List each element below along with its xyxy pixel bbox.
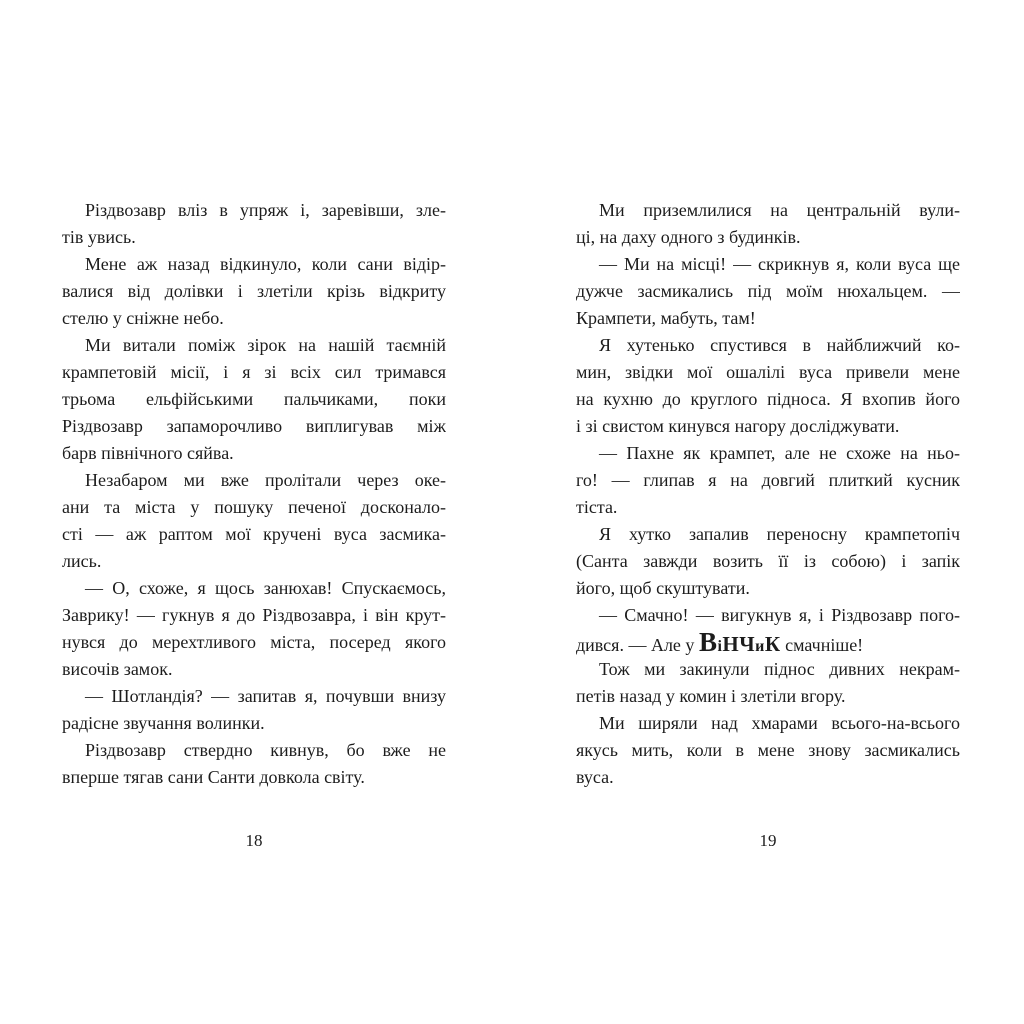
text-line: тіста. bbox=[576, 497, 618, 517]
text-line: мин, звідки мої ошалілі вуса привели мене bbox=[576, 362, 960, 382]
text-line: і зі свистом кинувся нагору досліджувати. bbox=[576, 416, 900, 436]
brand-word-vinchyk: ВіНЧиК bbox=[698, 629, 781, 656]
text-line: — Смачно! — вигукнув я, і Різдвозавр пого- bbox=[599, 605, 960, 625]
text-line: нувся до мерехтливого міста, посеред якого bbox=[62, 632, 446, 652]
page-number-right: 19 bbox=[759, 831, 777, 850]
text-line: Ми приземлилися на центральній вули- bbox=[599, 200, 960, 220]
text-line: Незабаром ми вже пролітали через оке- bbox=[85, 470, 446, 490]
text-line: Заврику! — гукнув я до Різдвозавра, і він крут- bbox=[62, 605, 446, 625]
text-line: Різдвозавр ствердно кивнув, бо вже не bbox=[85, 740, 446, 760]
text-line: сті — аж раптом мої кручені вуса засмика- bbox=[62, 524, 446, 544]
text-line: (Санта завжди возить її із собою) і запік bbox=[576, 551, 960, 571]
text-line: Я хутенько спустився в найближчий ко- bbox=[599, 335, 960, 355]
text-line: петів назад у комин і злетіли вгору. bbox=[576, 686, 846, 706]
text-line: якусь мить, коли в мене знову засмикались bbox=[576, 740, 960, 760]
text-segment: дився. — Але у bbox=[576, 635, 699, 655]
text-line: вперше тягав сани Санти довкола світу. bbox=[62, 767, 365, 787]
text-line: Різдвозавр вліз в упряж і, заревівши, зле- bbox=[85, 200, 446, 220]
text-line: ці, на даху одного з будинків. bbox=[576, 227, 801, 247]
text-line: дужче засмикались під моїм нюхальцем. — bbox=[576, 281, 960, 301]
text-line: на кухню до круглого підноса. Я вхопив його bbox=[576, 389, 960, 409]
text-line: радісне звучання волинки. bbox=[62, 713, 265, 733]
text-line bbox=[576, 629, 960, 656]
text-line: Ми ширяли над хмарами всього-на-всього bbox=[599, 713, 960, 733]
text-line: Я хутко запалив переносну крампетопіч bbox=[599, 524, 960, 544]
text-line: крампетовій місії, і я зі всіх сил тримався bbox=[62, 362, 446, 382]
text-line: — Шотландія? — запитав я, почувши внизу bbox=[85, 686, 446, 706]
page-left-text-column bbox=[62, 197, 446, 791]
text-line: його, щоб скуштувати. bbox=[576, 578, 750, 598]
text-line: лись. bbox=[62, 551, 102, 571]
text-line: барв північного сяйва. bbox=[62, 443, 234, 463]
text-line: вуса. bbox=[576, 767, 614, 787]
text-segment: смачніше! bbox=[780, 635, 864, 655]
text-line: Крампети, мабуть, там! bbox=[576, 308, 756, 328]
text-line: — Пахне як крампет, але не схоже на ньо- bbox=[599, 443, 960, 463]
page-number-left: 18 bbox=[245, 831, 263, 850]
page-right-text-column bbox=[576, 197, 960, 791]
text-line: Різдвозавр запаморочливо виплигував між bbox=[62, 416, 446, 436]
text-line: ани та міста у пошуку печеної досконало- bbox=[62, 497, 446, 517]
text-line: Мене аж назад відкинуло, коли сани відір- bbox=[85, 254, 446, 274]
text-line: стелю у сніжне небо. bbox=[62, 308, 224, 328]
text-line: височів замок. bbox=[62, 659, 173, 679]
text-line: го! — глипав я на довгий плиткий кусник bbox=[576, 470, 960, 490]
text-line: — О, схоже, я щось занюхав! Спускаємось, bbox=[85, 578, 446, 598]
text-line: — Ми на місці! — скрикнув я, коли вуса ще bbox=[599, 254, 960, 274]
text-line: Ми витали поміж зірок на нашій таємній bbox=[85, 335, 446, 355]
text-line: Тож ми закинули піднос дивних некрам- bbox=[599, 659, 960, 679]
text-line: валися від долівки і злетіли крізь відкриту bbox=[62, 281, 446, 301]
text-line: трьома ельфійськими пальчиками, поки bbox=[62, 389, 446, 409]
text-line: тів увись. bbox=[62, 227, 136, 247]
